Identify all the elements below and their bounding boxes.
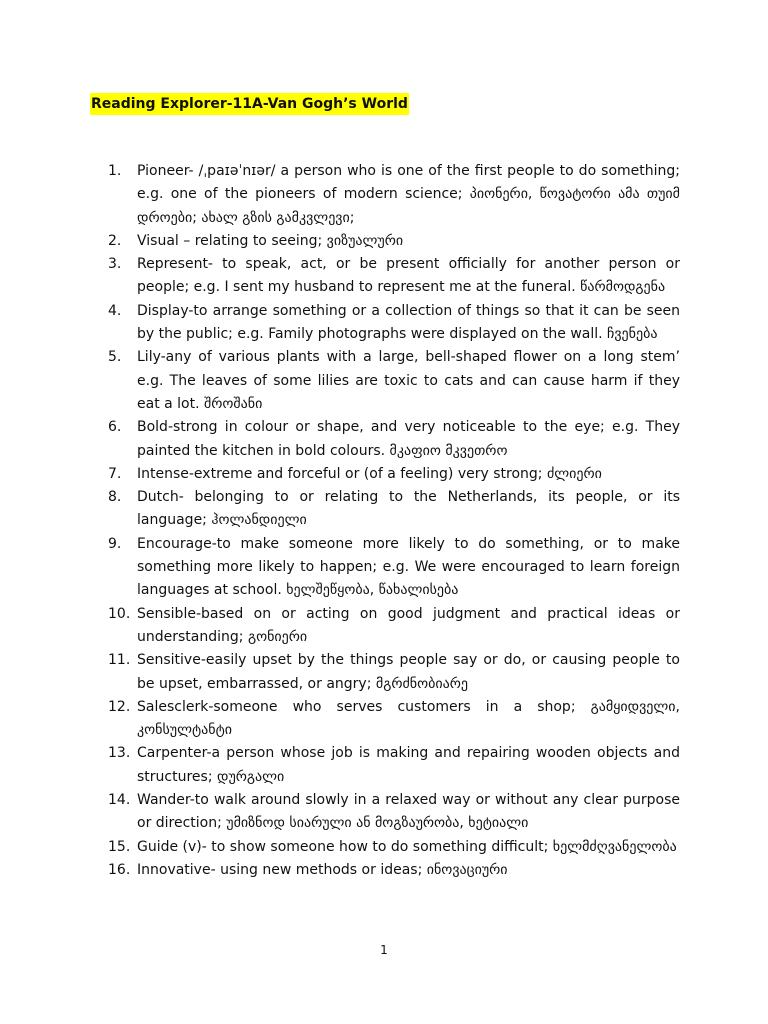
item-text: Carpenter-a person whose job is making and repairing wooden objects and structures; დურგალი <box>137 745 680 785</box>
item-text: Display-to arrange something or a collection of things so that it can be seen by the public; e.g. Family photographs were displayed on the wall. ჩვენება <box>137 302 680 343</box>
list-item <box>108 859 680 882</box>
list-item <box>108 649 680 696</box>
item-number: 3. <box>108 256 122 273</box>
item-text: Salesclerk-someone who serves customers in a shop; გამყიდველი, კონსულტანტი <box>137 698 680 739</box>
item-text: Sensible-based on or acting on good judgment and practical ideas or understanding; გონიერი <box>137 605 680 645</box>
list-item <box>108 346 680 416</box>
list-item <box>108 603 680 650</box>
item-number: 11. <box>108 652 131 669</box>
list-item <box>108 789 680 836</box>
list-item <box>108 696 680 743</box>
item-number: 6. <box>108 419 122 436</box>
item-number: 12. <box>108 698 131 715</box>
item-text: Sensitive-easily upset by the things people say or do, or causing people to be upset, embarrassed, or angry; მგრძნობიარე <box>137 652 680 692</box>
list-item <box>108 160 680 230</box>
list-item <box>108 533 680 603</box>
item-text: Visual – relating to seeing; ვიზუალური <box>137 232 404 249</box>
list-item <box>108 742 680 789</box>
item-text: Encourage-to make someone more likely to do something, or to make something more likely to happen; e.g. We were encouraged to learn foreign languages at school. ხელშეწყობა, წახალისება <box>137 535 680 599</box>
item-number: 9. <box>108 535 122 552</box>
item-text: Represent- to speak, act, or be present officially for another person or people; e.g. I sent my husband to represent me at the funeral. წარმოდგენა <box>137 256 680 296</box>
item-number: 4. <box>108 302 122 319</box>
item-number: 10. <box>108 605 131 622</box>
item-number: 5. <box>108 349 122 366</box>
item-text: Guide (v)- to show someone how to do something difficult; ხელმძღვანელობა <box>137 838 677 855</box>
vocabulary-list <box>108 160 680 882</box>
list-item <box>108 253 680 300</box>
list-item <box>108 416 680 463</box>
item-text: Wander-to walk around slowly in a relaxed way or without any clear purpose or direction; უმიზნოდ სიარული ან მოგზაურობა, ხეტიალი <box>137 792 680 832</box>
list-item <box>108 300 680 347</box>
list-item <box>108 230 680 253</box>
item-text: Innovative- using new methods or ideas; ინოვაციური <box>137 861 508 878</box>
item-number: 14. <box>108 792 131 809</box>
item-number: 15. <box>108 838 131 855</box>
list-item <box>108 836 680 859</box>
item-text: Dutch- belonging to or relating to the Netherlands, its people, or its language; ჰოლანდიელი <box>137 489 680 529</box>
item-number: 2. <box>108 232 122 249</box>
list-item <box>108 463 680 486</box>
title-block <box>90 93 409 115</box>
item-number: 8. <box>108 489 122 506</box>
list-item <box>108 486 680 533</box>
item-text: Pioneer- /ˌpaɪəˈnɪər/ a person who is one of the first people to do something; e.g. one of the pioneers of modern science; პიონერი, წოვატორი ამა თუიმ დროები; ახალ გზის გამკვლევი; <box>137 163 680 226</box>
item-text: Bold-strong in colour or shape, and very noticeable to the eye; e.g. They painted the kitchen in bold colours. მკაფიო მკვეთრო <box>137 419 680 459</box>
item-text: Lily-any of various plants with a large, bell-shaped flower on a long stem’ e.g. The leaves of some lilies are toxic to cats and can cause harm if they eat a lot. შროშანი <box>137 349 680 412</box>
item-number: 13. <box>108 745 131 762</box>
page-number: 1 <box>380 943 388 957</box>
item-text: Intense-extreme and forceful or (of a feeling) very strong; ძლიერი <box>137 465 602 482</box>
item-number: 1. <box>108 163 122 179</box>
item-number: 7. <box>108 465 122 482</box>
item-number: 16. <box>108 861 131 878</box>
page-title: Reading Explorer-11A-Van Gogh’s World <box>90 93 409 115</box>
